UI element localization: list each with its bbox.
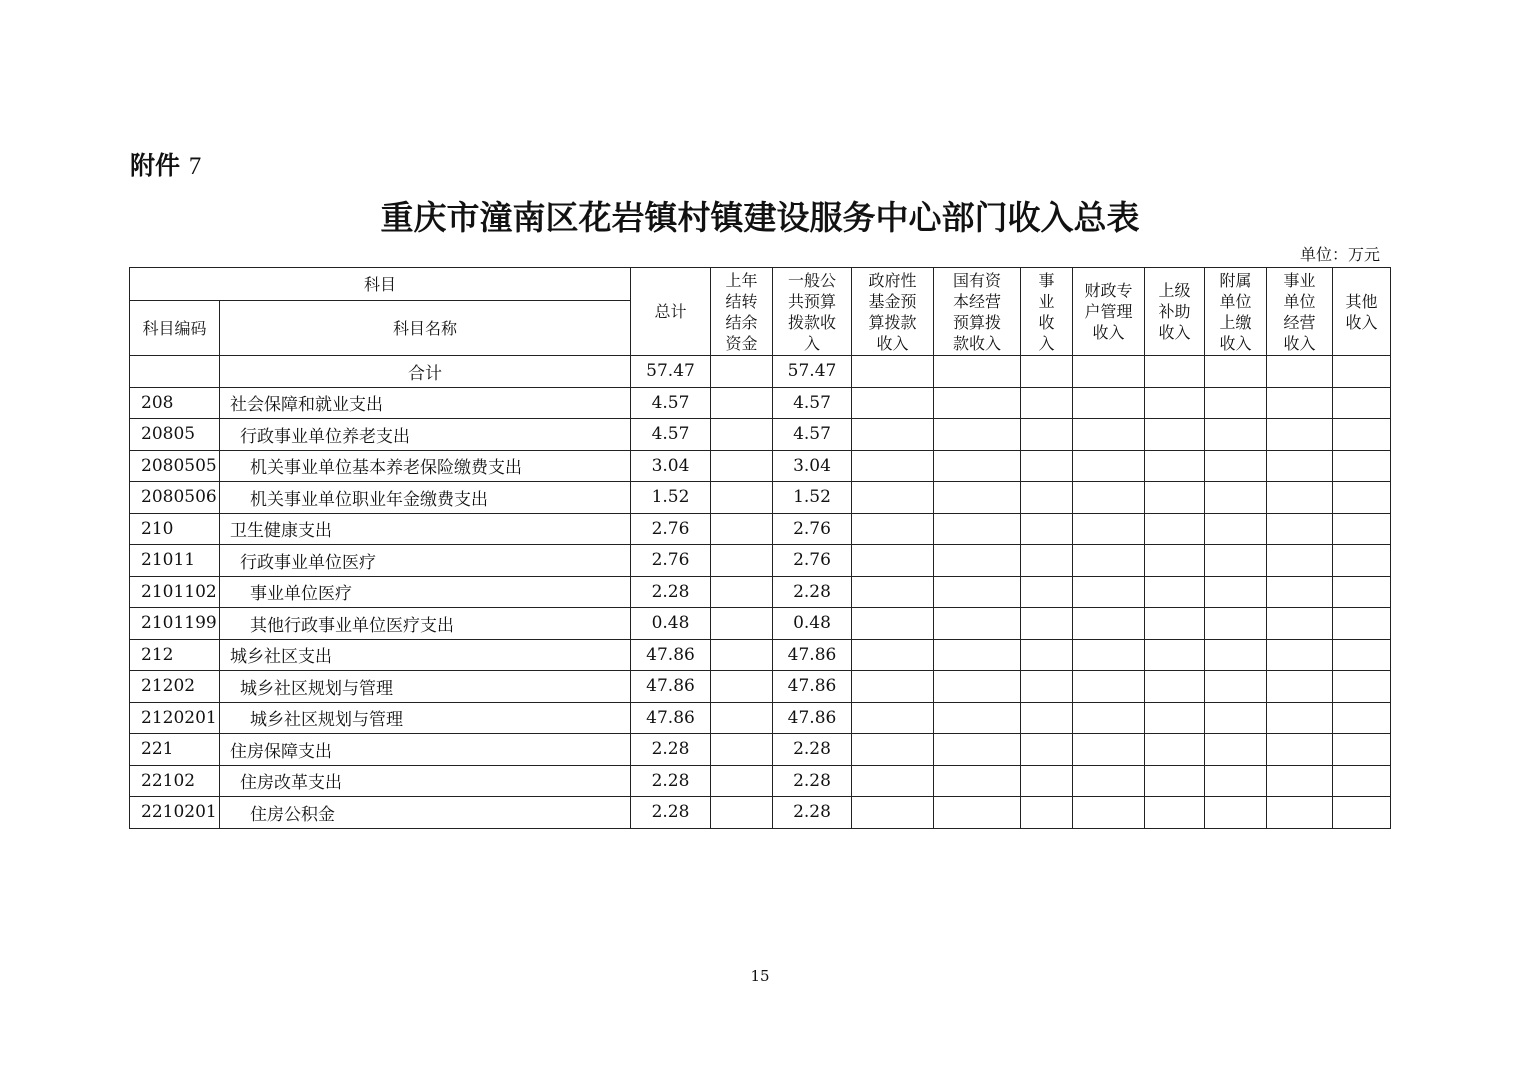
header-line: 预算拨 — [953, 312, 1002, 332]
attachment-number: 7 — [188, 153, 202, 180]
row-empty-cell — [934, 639, 1021, 671]
row-empty-cell — [1073, 482, 1145, 514]
row-name: 社会保障和就业支出 — [220, 387, 631, 419]
row-general-budget: 2.76 — [773, 513, 852, 545]
header-line: 户管理 — [1084, 302, 1133, 321]
row-name: 机关事业单位职业年金缴费支出 — [220, 482, 631, 514]
header-line: 收 — [1038, 312, 1055, 332]
row-empty-cell — [934, 576, 1021, 608]
row-empty-cell — [1205, 702, 1267, 734]
row-empty-cell — [1205, 671, 1267, 703]
row-name: 行政事业单位医疗 — [220, 545, 631, 577]
income-table — [129, 267, 1391, 829]
header-line: 事业 — [1283, 270, 1316, 290]
row-prev-balance — [711, 419, 773, 451]
row-empty-cell — [1021, 671, 1073, 703]
row-code: 2210201 — [130, 797, 220, 829]
row-empty-cell — [1205, 545, 1267, 577]
row-code: 21011 — [130, 545, 220, 577]
header-line: 入 — [1038, 333, 1055, 353]
header-line: 基金预 — [868, 291, 917, 311]
attachment-text: 附件 — [130, 151, 181, 180]
row-empty-cell — [1073, 419, 1145, 451]
row-name: 卫生健康支出 — [220, 513, 631, 545]
row-empty-cell — [1021, 765, 1073, 797]
row-empty-cell — [1073, 545, 1145, 577]
header-operating — [1267, 268, 1333, 356]
row-empty-cell — [1267, 545, 1333, 577]
header-line: 事 — [1038, 270, 1055, 290]
row-name: 住房公积金 — [220, 797, 631, 829]
row-empty-cell — [852, 419, 934, 451]
header-line: 附属 — [1219, 270, 1252, 290]
row-empty-cell — [1205, 576, 1267, 608]
row-empty-cell — [852, 608, 934, 640]
row-empty-cell — [1267, 765, 1333, 797]
row-total: 0.48 — [631, 608, 711, 640]
row-empty-cell — [852, 576, 934, 608]
header-general-budget — [773, 268, 852, 356]
row-empty-cell — [1333, 608, 1391, 640]
row-name: 城乡社区支出 — [220, 639, 631, 671]
row-empty-cell — [1021, 545, 1073, 577]
table-row — [130, 387, 1391, 419]
row-total: 3.04 — [631, 450, 711, 482]
row-general-budget: 0.48 — [773, 608, 852, 640]
row-prev-balance — [711, 702, 773, 734]
header-line: 结转 — [725, 291, 758, 311]
row-general-budget: 3.04 — [773, 450, 852, 482]
row-code: 2120201 — [130, 702, 220, 734]
row-general-budget: 2.28 — [773, 797, 852, 829]
row-empty-cell — [1021, 734, 1073, 766]
row-empty-cell — [852, 513, 934, 545]
header-line: 入 — [804, 333, 821, 353]
row-empty-cell — [1205, 450, 1267, 482]
row-prev-balance — [711, 797, 773, 829]
row-code: 208 — [130, 387, 220, 419]
row-prev-balance — [711, 608, 773, 640]
header-line: 业 — [1038, 291, 1055, 311]
table-row — [130, 765, 1391, 797]
header-line: 上缴 — [1219, 312, 1252, 332]
table-row — [130, 545, 1391, 577]
header-line: 收入 — [1219, 333, 1252, 353]
row-empty-cell — [1073, 765, 1145, 797]
row-code: 21202 — [130, 671, 220, 703]
header-line: 单位 — [1219, 291, 1252, 311]
table-row — [130, 608, 1391, 640]
row-empty-cell — [1267, 797, 1333, 829]
row-empty-cell — [1205, 387, 1267, 419]
row-name: 住房保障支出 — [220, 734, 631, 766]
table-row — [130, 797, 1391, 829]
header-name: 科目名称 — [220, 301, 631, 356]
table-row — [130, 639, 1391, 671]
table-row — [130, 576, 1391, 608]
row-total: 2.28 — [631, 765, 711, 797]
header-affiliated — [1205, 268, 1267, 356]
row-code: 20805 — [130, 419, 220, 451]
row-empty-cell — [1145, 702, 1205, 734]
row-prev-balance — [711, 576, 773, 608]
header-special-account — [1073, 268, 1145, 356]
row-empty-cell — [1145, 513, 1205, 545]
row-empty-cell — [934, 545, 1021, 577]
row-empty-cell — [1267, 576, 1333, 608]
row-empty-cell — [1145, 450, 1205, 482]
row-empty-cell — [852, 545, 934, 577]
row-empty-cell — [1073, 797, 1145, 829]
row-general-budget: 4.57 — [773, 419, 852, 451]
table-row — [130, 482, 1391, 514]
header-line: 收入 — [1092, 323, 1125, 342]
header-line: 结余 — [725, 312, 758, 332]
table-row — [130, 702, 1391, 734]
row-empty-cell — [1205, 734, 1267, 766]
header-subject: 科目 — [130, 268, 631, 301]
table-row — [130, 450, 1391, 482]
row-empty-cell — [934, 482, 1021, 514]
row-empty-cell — [852, 797, 934, 829]
row-empty-cell — [1267, 639, 1333, 671]
row-empty-cell — [1021, 482, 1073, 514]
row-name: 城乡社区规划与管理 — [220, 671, 631, 703]
row-empty-cell — [1021, 639, 1073, 671]
header-line: 本经营 — [953, 291, 1002, 311]
row-general-budget: 2.28 — [773, 576, 852, 608]
row-total: 2.28 — [631, 797, 711, 829]
row-empty-cell — [1021, 797, 1073, 829]
row-general-budget: 1.52 — [773, 482, 852, 514]
row-empty-cell — [1073, 576, 1145, 608]
header-line: 收入 — [876, 333, 909, 353]
row-total: 2.28 — [631, 734, 711, 766]
row-empty-cell — [852, 671, 934, 703]
row-empty-cell — [1073, 387, 1145, 419]
row-general-budget: 47.86 — [773, 702, 852, 734]
row-empty-cell — [1021, 702, 1073, 734]
header-line: 拨款收 — [788, 312, 837, 332]
header-line: 财政专 — [1084, 281, 1133, 300]
table-row — [130, 671, 1391, 703]
row-empty-cell — [934, 797, 1021, 829]
attachment-label — [130, 146, 201, 182]
header-business — [1021, 268, 1073, 356]
row-empty-cell — [852, 482, 934, 514]
row-total: 2.76 — [631, 545, 711, 577]
header-line: 共预算 — [788, 291, 837, 311]
row-total: 1.52 — [631, 482, 711, 514]
row-empty-cell — [934, 387, 1021, 419]
row-total: 47.86 — [631, 671, 711, 703]
header-line: 收入 — [1158, 323, 1191, 342]
row-empty-cell — [1333, 734, 1391, 766]
row-empty-cell — [1073, 639, 1145, 671]
row-total: 47.86 — [631, 639, 711, 671]
row-total: 2.28 — [631, 576, 711, 608]
row-prev-balance — [711, 545, 773, 577]
row-empty-cell — [1267, 608, 1333, 640]
header-total: 总计 — [631, 268, 711, 356]
row-empty-cell — [1145, 765, 1205, 797]
page-title: 重庆市潼南区花岩镇村镇建设服务中心部门收入总表 — [380, 198, 1140, 237]
row-general-budget: 2.76 — [773, 545, 852, 577]
row-empty-cell — [934, 450, 1021, 482]
row-prev-balance — [711, 513, 773, 545]
row-prev-balance — [711, 734, 773, 766]
row-empty-cell — [1145, 608, 1205, 640]
row-code: 221 — [130, 734, 220, 766]
row-empty-cell — [852, 450, 934, 482]
row-prev-balance — [711, 450, 773, 482]
row-empty-cell — [1145, 671, 1205, 703]
header-other — [1333, 268, 1391, 356]
row-code: 2101199 — [130, 608, 220, 640]
row-empty-cell — [852, 765, 934, 797]
row-empty-cell — [852, 387, 934, 419]
header-line: 单位 — [1283, 291, 1316, 311]
row-empty-cell — [1205, 482, 1267, 514]
row-name: 其他行政事业单位医疗支出 — [220, 608, 631, 640]
row-empty-cell — [1267, 387, 1333, 419]
row-empty-cell — [852, 734, 934, 766]
row-empty-cell — [934, 765, 1021, 797]
table-row — [130, 419, 1391, 451]
table-row — [130, 513, 1391, 545]
header-line: 上级 — [1158, 281, 1191, 300]
header-line: 一般公 — [788, 270, 837, 290]
row-prev-balance — [711, 639, 773, 671]
row-empty-cell — [1333, 639, 1391, 671]
row-prev-balance — [711, 482, 773, 514]
row-empty-cell — [1333, 702, 1391, 734]
row-empty-cell — [852, 639, 934, 671]
row-name: 城乡社区规划与管理 — [220, 702, 631, 734]
row-general-budget: 2.28 — [773, 734, 852, 766]
row-empty-cell — [1145, 576, 1205, 608]
row-empty-cell — [934, 513, 1021, 545]
header-line: 补助 — [1158, 302, 1191, 321]
header-line: 算拨款 — [868, 312, 917, 332]
row-empty-cell — [1205, 608, 1267, 640]
header-state-capital — [934, 268, 1021, 356]
row-general-budget: 47.86 — [773, 639, 852, 671]
row-empty-cell — [1073, 671, 1145, 703]
row-empty-cell — [1021, 576, 1073, 608]
row-name: 住房改革支出 — [220, 765, 631, 797]
row-empty-cell — [1267, 419, 1333, 451]
row-empty-cell — [1073, 608, 1145, 640]
row-total: 4.57 — [631, 387, 711, 419]
total-code — [130, 356, 220, 388]
row-code: 2080506 — [130, 482, 220, 514]
row-empty-cell — [1021, 513, 1073, 545]
row-empty-cell — [1021, 419, 1073, 451]
row-general-budget: 47.86 — [773, 671, 852, 703]
row-empty-cell — [1267, 734, 1333, 766]
row-empty-cell — [1333, 797, 1391, 829]
total-label: 合计 — [220, 356, 631, 388]
row-empty-cell — [1205, 765, 1267, 797]
total-general: 57.47 — [773, 356, 852, 388]
row-total: 47.86 — [631, 702, 711, 734]
row-empty-cell — [1333, 545, 1391, 577]
row-empty-cell — [1333, 419, 1391, 451]
total-row — [130, 356, 1391, 388]
header-prev-balance — [711, 268, 773, 356]
row-empty-cell — [1073, 702, 1145, 734]
row-empty-cell — [934, 671, 1021, 703]
header-code: 科目编码 — [130, 301, 220, 356]
row-empty-cell — [1267, 671, 1333, 703]
row-code: 2080505 — [130, 450, 220, 482]
row-empty-cell — [1021, 387, 1073, 419]
row-empty-cell — [852, 702, 934, 734]
row-empty-cell — [1333, 450, 1391, 482]
row-empty-cell — [1073, 450, 1145, 482]
row-empty-cell — [1333, 482, 1391, 514]
header-line: 政府性 — [868, 270, 917, 290]
row-empty-cell — [1267, 702, 1333, 734]
row-empty-cell — [1333, 765, 1391, 797]
row-empty-cell — [1205, 797, 1267, 829]
row-empty-cell — [934, 608, 1021, 640]
total-value: 57.47 — [631, 356, 711, 388]
row-name: 行政事业单位养老支出 — [220, 419, 631, 451]
header-gov-fund — [852, 268, 934, 356]
row-name: 机关事业单位基本养老保险缴费支出 — [220, 450, 631, 482]
row-empty-cell — [1333, 387, 1391, 419]
row-empty-cell — [1205, 639, 1267, 671]
row-empty-cell — [1333, 576, 1391, 608]
row-empty-cell — [1205, 513, 1267, 545]
row-empty-cell — [1145, 734, 1205, 766]
row-code: 212 — [130, 639, 220, 671]
row-empty-cell — [1145, 545, 1205, 577]
header-line: 国有资 — [953, 270, 1002, 290]
header-line: 经营 — [1283, 312, 1316, 332]
row-empty-cell — [1145, 419, 1205, 451]
header-line: 款收入 — [953, 333, 1002, 353]
row-empty-cell — [1205, 419, 1267, 451]
row-empty-cell — [934, 734, 1021, 766]
row-empty-cell — [1073, 734, 1145, 766]
header-superior-subsidy — [1145, 268, 1205, 356]
row-empty-cell — [1145, 387, 1205, 419]
row-prev-balance — [711, 671, 773, 703]
row-empty-cell — [1021, 450, 1073, 482]
header-line: 上年 — [725, 270, 758, 290]
table-row — [130, 734, 1391, 766]
row-name: 事业单位医疗 — [220, 576, 631, 608]
row-total: 2.76 — [631, 513, 711, 545]
row-prev-balance — [711, 387, 773, 419]
row-empty-cell — [934, 419, 1021, 451]
header-line: 收入 — [1345, 312, 1378, 332]
row-prev-balance — [711, 765, 773, 797]
row-general-budget: 4.57 — [773, 387, 852, 419]
row-empty-cell — [1145, 797, 1205, 829]
row-code: 22102 — [130, 765, 220, 797]
row-empty-cell — [1021, 608, 1073, 640]
header-line: 收入 — [1283, 333, 1316, 353]
row-empty-cell — [1267, 450, 1333, 482]
row-empty-cell — [1267, 513, 1333, 545]
row-empty-cell — [1145, 639, 1205, 671]
row-empty-cell — [1333, 513, 1391, 545]
unit-label: 单位：万元 — [1299, 245, 1380, 264]
header-line: 资金 — [725, 333, 758, 353]
row-empty-cell — [1145, 482, 1205, 514]
row-empty-cell — [1333, 671, 1391, 703]
row-empty-cell — [1073, 513, 1145, 545]
row-empty-cell — [934, 702, 1021, 734]
row-code: 2101102 — [130, 576, 220, 608]
row-code: 210 — [130, 513, 220, 545]
header-line: 其他 — [1345, 291, 1378, 311]
row-empty-cell — [1267, 482, 1333, 514]
row-total: 4.57 — [631, 419, 711, 451]
row-general-budget: 2.28 — [773, 765, 852, 797]
page-number: 15 — [750, 967, 770, 985]
